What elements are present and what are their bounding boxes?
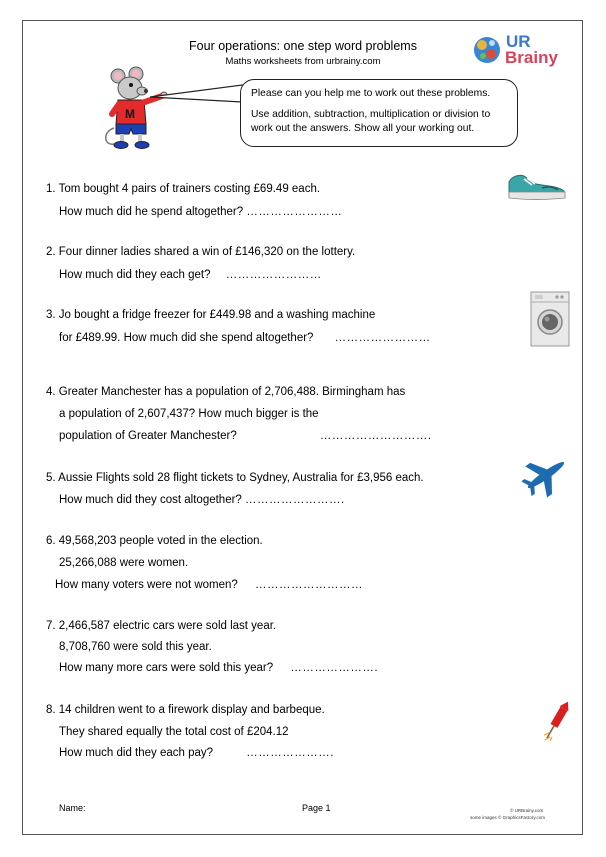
answer-line-2[interactable]: ……………………: [225, 269, 322, 281]
airplane-icon: [520, 452, 572, 498]
copyright-text: © URBrainy.com: [510, 808, 544, 813]
question-1-line-2: [59, 206, 342, 218]
speech-pointer: [150, 82, 245, 112]
answer-line-5[interactable]: …………………….: [245, 494, 345, 506]
svg-text:M: M: [125, 107, 135, 121]
question-4-line-1: 4. Greater Manchester has a population of 2,706,488. Birmingham has: [46, 386, 406, 398]
answer-line-3[interactable]: ……………………: [334, 332, 431, 344]
question-1-line-1: 1. Tom bought 4 pairs of trainers costing £69.49 each.: [46, 183, 321, 195]
question-3-line-1: 3. Jo bought a fridge freezer for £449.98 and a washing machine: [46, 309, 376, 321]
washing-machine-icon: [530, 291, 570, 347]
question-7-text: How many more cars were sold this year?: [59, 662, 274, 674]
question-8-text: How much did they each pay?: [59, 747, 214, 759]
bubble-text-2: Use addition, subtraction, multiplication or division to work out the answers. Show all your working out.: [251, 109, 491, 134]
bubble-text-1: Please can you help me to work out these problems.: [251, 88, 491, 99]
worksheet-subtitle: Maths worksheets from urbrainy.com: [225, 56, 381, 67]
question-7-line-2: 8,708,760 were sold this year.: [59, 641, 212, 653]
firework-rocket-icon: [542, 697, 574, 743]
answer-line-6[interactable]: ………………………: [255, 579, 364, 591]
question-2-line-1: 2. Four dinner ladies shared a win of £146,320 on the lottery.: [46, 246, 356, 258]
question-6-line-1: 6. 49,568,203 people voted in the election.: [46, 535, 263, 547]
question-6-line-2: 25,266,088 were women.: [59, 557, 189, 569]
question-6-text: How many voters were not women?: [55, 579, 238, 591]
question-4-line-2: a population of 2,607,437? How much bigger is the: [59, 408, 319, 420]
page-number: Page 1: [302, 803, 331, 813]
answer-line-4[interactable]: ……………………….: [319, 430, 432, 442]
question-6-line-3: [55, 579, 363, 591]
question-7-line-3: [59, 662, 378, 674]
answer-line-8[interactable]: ………………….: [246, 747, 334, 759]
question-3-text: for £489.99. How much did she spend altogether?: [59, 332, 314, 344]
question-4-text: population of Greater Manchester?: [59, 430, 237, 442]
logo-brainy-text: Brainy: [505, 48, 558, 67]
question-3-line-2: [59, 332, 431, 344]
answer-line-7[interactable]: ………………….: [290, 662, 379, 674]
question-5-line-1: 5. Aussie Flights sold 28 flight tickets to Sydney, Australia for £3,956 each.: [46, 472, 424, 484]
name-label: Name:: [59, 803, 86, 813]
question-5-line-2: [59, 494, 345, 506]
urbrainy-logo: [470, 28, 570, 78]
question-2-line-2: [59, 269, 322, 281]
images-credit-text: some images © GraphicsFactory.com: [470, 815, 546, 820]
speech-bubble: [240, 79, 518, 147]
question-1-text: How much did he spend altogether?: [59, 206, 244, 218]
question-8-line-3: [59, 747, 334, 759]
answer-line-1[interactable]: ……………………: [246, 206, 343, 218]
question-8-line-2: They shared equally the total cost of £204.12: [59, 726, 289, 738]
question-7-line-1: 7. 2,466,587 electric cars were sold last year.: [46, 620, 277, 632]
question-4-line-3: [59, 430, 432, 442]
worksheet-title: Four operations: one step word problems: [189, 39, 417, 53]
trainer-shoe-icon: [506, 170, 568, 202]
question-2-text: How much did they each get?: [59, 269, 211, 281]
question-8-line-1: 8. 14 children went to a firework display and barbeque.: [46, 704, 325, 716]
question-5-text: How much did they cost altogether?: [59, 494, 242, 506]
logo-ur-text: UR: [506, 32, 531, 51]
